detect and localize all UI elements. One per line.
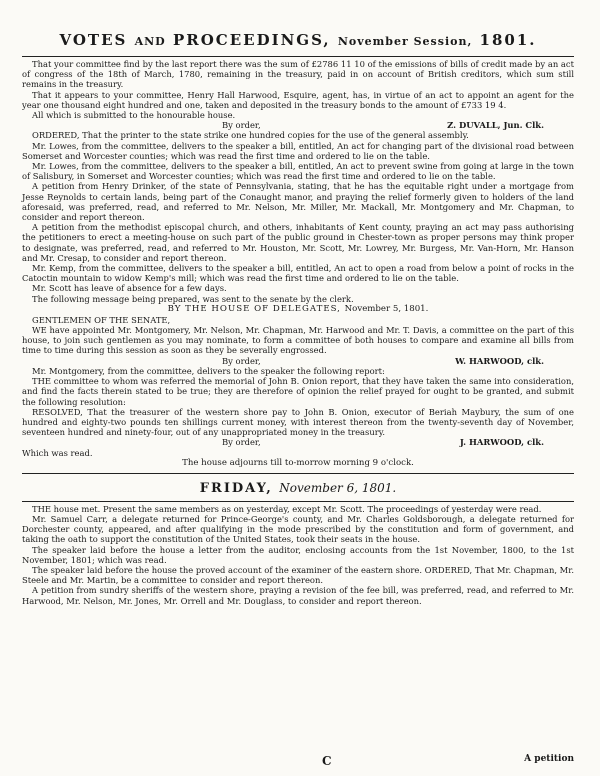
paragraph: THE house met. Present the same members as on yesterday, except Mr. Scott. The proceedings of yesterday were read. — [32, 503, 542, 514]
signature-block — [22, 437, 574, 447]
clerk-name: Z. DUVALL, Jun. Clk. — [447, 120, 544, 131]
by-order: By order, — [222, 355, 261, 366]
header-year: 1801. — [479, 31, 537, 49]
signature-mark: C — [322, 754, 332, 768]
page-header — [22, 30, 574, 52]
paragraph: Mr. Kemp, from the committee, delivers to the speaker a bill, entitled, An act to open a road from below a point of rocks in the Catoctin mountain to widow Kemp's mill; which was read the first time and ordered to lie on the table. — [22, 263, 574, 284]
by-order: By order, — [222, 437, 261, 448]
clerk-name: J. HARWOOD, clk. — [459, 437, 544, 448]
paragraph: Which was read. — [22, 447, 93, 458]
paragraph: The speaker laid before the house a letter from the auditor, enclosing accounts from the 1st November, 1800, to the 1st November, 1801; which was read. — [22, 544, 574, 565]
paragraph: The speaker laid before the house the proved account of the examiner of the eastern shore. ORDERED, That Mr. Chapman, Mr. Steele and Mr. Martin, be a committee to consider and report thereon. — [22, 564, 574, 586]
page-footer — [22, 754, 574, 768]
paragraph: ORDERED, That the printer to the state strike one hundred copies for the use of the general assembly. — [32, 130, 469, 141]
salutation: GENTLEMEN OF THE SENATE, — [32, 314, 171, 325]
paragraph: A petition from sundry sheriffs of the western shore, praying a revision of the fee bill, was preferred, read, and referred to Mr. Harwood, Mr. Nelson, Mr. Jones, Mr. Orrell and Mr. Douglass, to consider and report thereon. — [22, 585, 574, 606]
paragraph: RESOLVED, That the treasurer of the western shore pay to John B. Onion, executor of Beriah Maybury, the sum of one hundred and eighty-two pounds ten shillings current money, with interest thereon from the twenty-seventh day of November, seventeen hundred and ninety-four, out of any unappropriated money in the treasury. — [22, 406, 574, 438]
paragraph: That it appears to your committee, Henry Hall Harwood, Esquire, agent, has, in virtue of an act to appoint an agent for the year one thousand eight hundred and one, taken and deposited in the treasury bonds to the amount of £733 19 4. — [22, 89, 574, 110]
header-rule — [22, 56, 574, 57]
paragraph: Mr. Lowes, from the committee, delivers to the speaker a bill, entitled, An act for changing part of the divisional road between Somerset and Worcester counties; which was read the first time and ordered to lie on the table. — [22, 140, 574, 161]
header-and: AND — [134, 35, 166, 48]
signature-block — [22, 120, 574, 130]
paragraph: WE have appointed Mr. Montgomery, Mr. Nelson, Mr. Chapman, Mr. Harwood and Mr. T. Davis, a committee on the part of this house, to join such gentlemen as you may nominate, to form a committee of both houses to compare and examine all bills from time to time during this session as soon as they be severally engrossed. — [22, 325, 574, 356]
heading-date: November 5, 1801. — [344, 303, 429, 314]
by-order: By order, — [222, 120, 261, 131]
heading-house-of: HOUSE OF — [211, 303, 270, 314]
day-name: FRIDAY, — [199, 480, 273, 496]
heading-delegates: DELEGATES, — [272, 303, 341, 314]
heading-by-the: BY THE — [167, 303, 208, 314]
day-date: November 6, 1801. — [279, 480, 397, 495]
paragraph: Mr. Lowes, from the committee, delivers to the speaker a bill, entitled, An act to prevent swine from going at large in the town of Salisbury, in Somerset and Worcester counties; which was read the first time and ordered to lie on the table. — [22, 161, 574, 182]
clerk-name: W. HARWOOD, clk. — [455, 355, 544, 366]
header-proceedings: PROCEEDINGS, — [172, 31, 331, 49]
message-heading — [22, 304, 574, 315]
section-rule — [22, 473, 574, 474]
adjournment-line: The house adjourns till to-morrow morning 9 o'clock. — [182, 457, 414, 468]
signature-block — [22, 356, 574, 366]
paragraph: THE committee to whom was referred the memorial of John B. Onion report, that they have taken the same into consideration, and find the facts therein stated to be true; they are therefore of opinion the relief prayed for ought to be granted, and submit the following resolution: — [22, 376, 574, 407]
paragraph: Mr. Scott has leave of absence for a few days. — [32, 283, 227, 294]
paragraph: Mr. Samuel Carr, a delegate returned for Prince-George's county, and Mr. Charles Goldsborough, a delegate returned for Dorchester county, appeared, and after qualifying in the mode prescribed by the constitution and form of government, and taking the oath to support the constitution of the United States, took their seats in the house. — [22, 513, 574, 545]
section-rule — [22, 501, 574, 502]
paragraph: The following message being prepared, was sent to the senate by the clerk. — [32, 293, 354, 304]
header-session: November Session, — [337, 35, 473, 48]
catchword: A petition — [524, 754, 574, 764]
paragraph: All which is submitted to the honourable house. — [32, 110, 236, 121]
paragraph: That your committee find by the last report there was the sum of £2786 11 10 of the emissions of bills of credit made by an act of congress of the 18th of March, 1780, remaining in the treasury, paid in on account of British creditors, which sum still remains in the treasury. — [22, 59, 574, 90]
day-heading — [22, 480, 574, 497]
paragraph: A petition from the methodist episcopal church, and others, inhabitants of Kent county, praying an act may pass authorising the petitioners to erect a meeting-house on such part of the public ground in Chester-town as proper persons may think proper to designate, was preferred, read, and referred to Mr. Houston, Mr. Scott, Mr. Lowrey, Mr. Burgess, Mr. Van-Horn, Mr. Hanson and Mr. Cresap, to consider and report thereon. — [22, 222, 574, 263]
header-votes: VOTES — [59, 31, 128, 49]
paragraph: Mr. Montgomery, from the committee, delivers to the speaker the following report: — [32, 365, 385, 376]
paragraph: A petition from Henry Drinker, of the state of Pennsylvania, stating, that he has the equitable right under a mortgage from Jesse Reynolds to certain lands, being part of the Conaught manor, and praying the relief formerly given to holders of the land aforesaid, was preferred, read, and referred to Mr. Nelson, Mr. Miller, Mr. Mackall, Mr. Montgomery and Mr. Chapman, to consider and report thereon. — [22, 181, 574, 223]
